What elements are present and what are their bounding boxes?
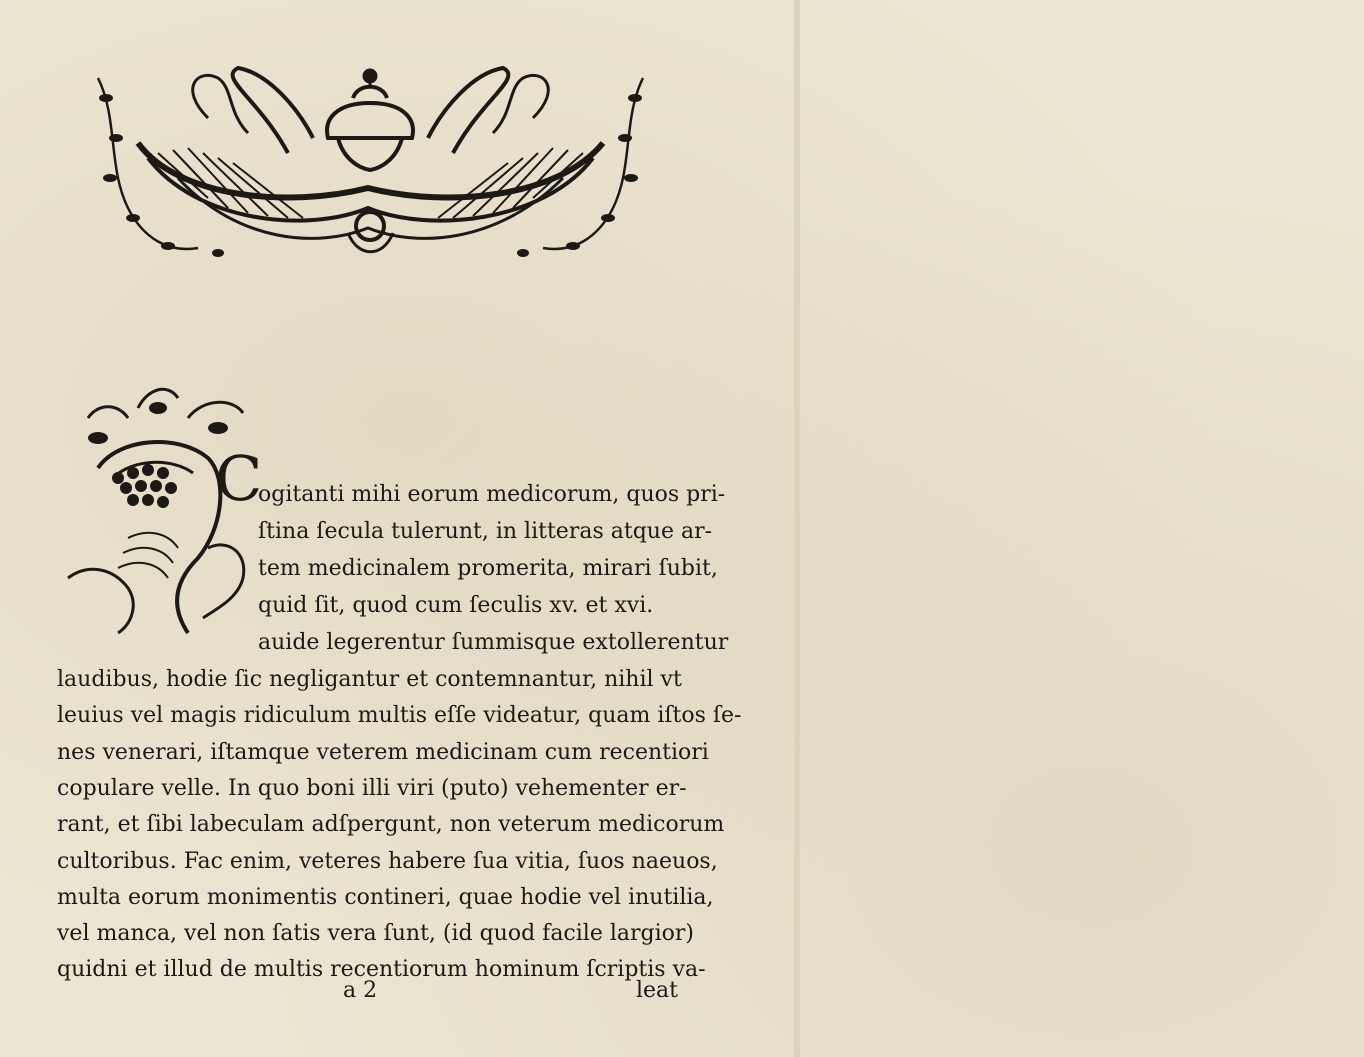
text-line: copulare velle. In quo boni illi viri (puto) vehementer er-	[57, 776, 687, 801]
text-line: ſtina ſecula tulerunt, in litteras atque ar-	[258, 519, 713, 544]
text-line: rant, et ſibi labeculam adſpergunt, non veterum medicorum	[57, 812, 725, 837]
text-line: quidni et illud de multis recentiorum hominum ſcriptis va-	[57, 957, 706, 982]
text-line: quid ſit, quod cum ſeculis xv. et xvi.	[258, 593, 654, 618]
text-line: multa eorum monimentis contineri, quae hodie vel inutilia,	[57, 885, 714, 910]
signature-mark: a 2	[343, 978, 378, 1003]
text-line: cultoribus. Fac enim, veteres habere ſua vitia, ſuos naeuos,	[57, 849, 718, 874]
drop-cap-initial: C	[215, 442, 263, 515]
page-edge	[794, 0, 800, 1057]
text-line: leuius vel magis ridiculum multis eſſe videatur, quam iſtos ſe-	[57, 703, 742, 728]
text-line: auide legerentur ſummisque extollerentur	[258, 630, 729, 655]
cornucopia-ornament	[58, 378, 258, 653]
text-line: vel manca, vel non ſatis vera ſunt, (id quod facile largior)	[57, 921, 694, 946]
catchword: leat	[636, 978, 679, 1003]
text-line: nes venerari, iſtamque veterem medicinam cum recentiori	[57, 740, 709, 765]
text-line: tem medicinalem promerita, mirari ſubit,	[258, 556, 718, 581]
text-line: ogitanti mihi eorum medicorum, quos pri-	[258, 482, 726, 507]
text-line: laudibus, hodie ſic negligantur et contemnantur, nihil vt	[57, 667, 682, 692]
ornamental-headpiece	[88, 58, 653, 268]
